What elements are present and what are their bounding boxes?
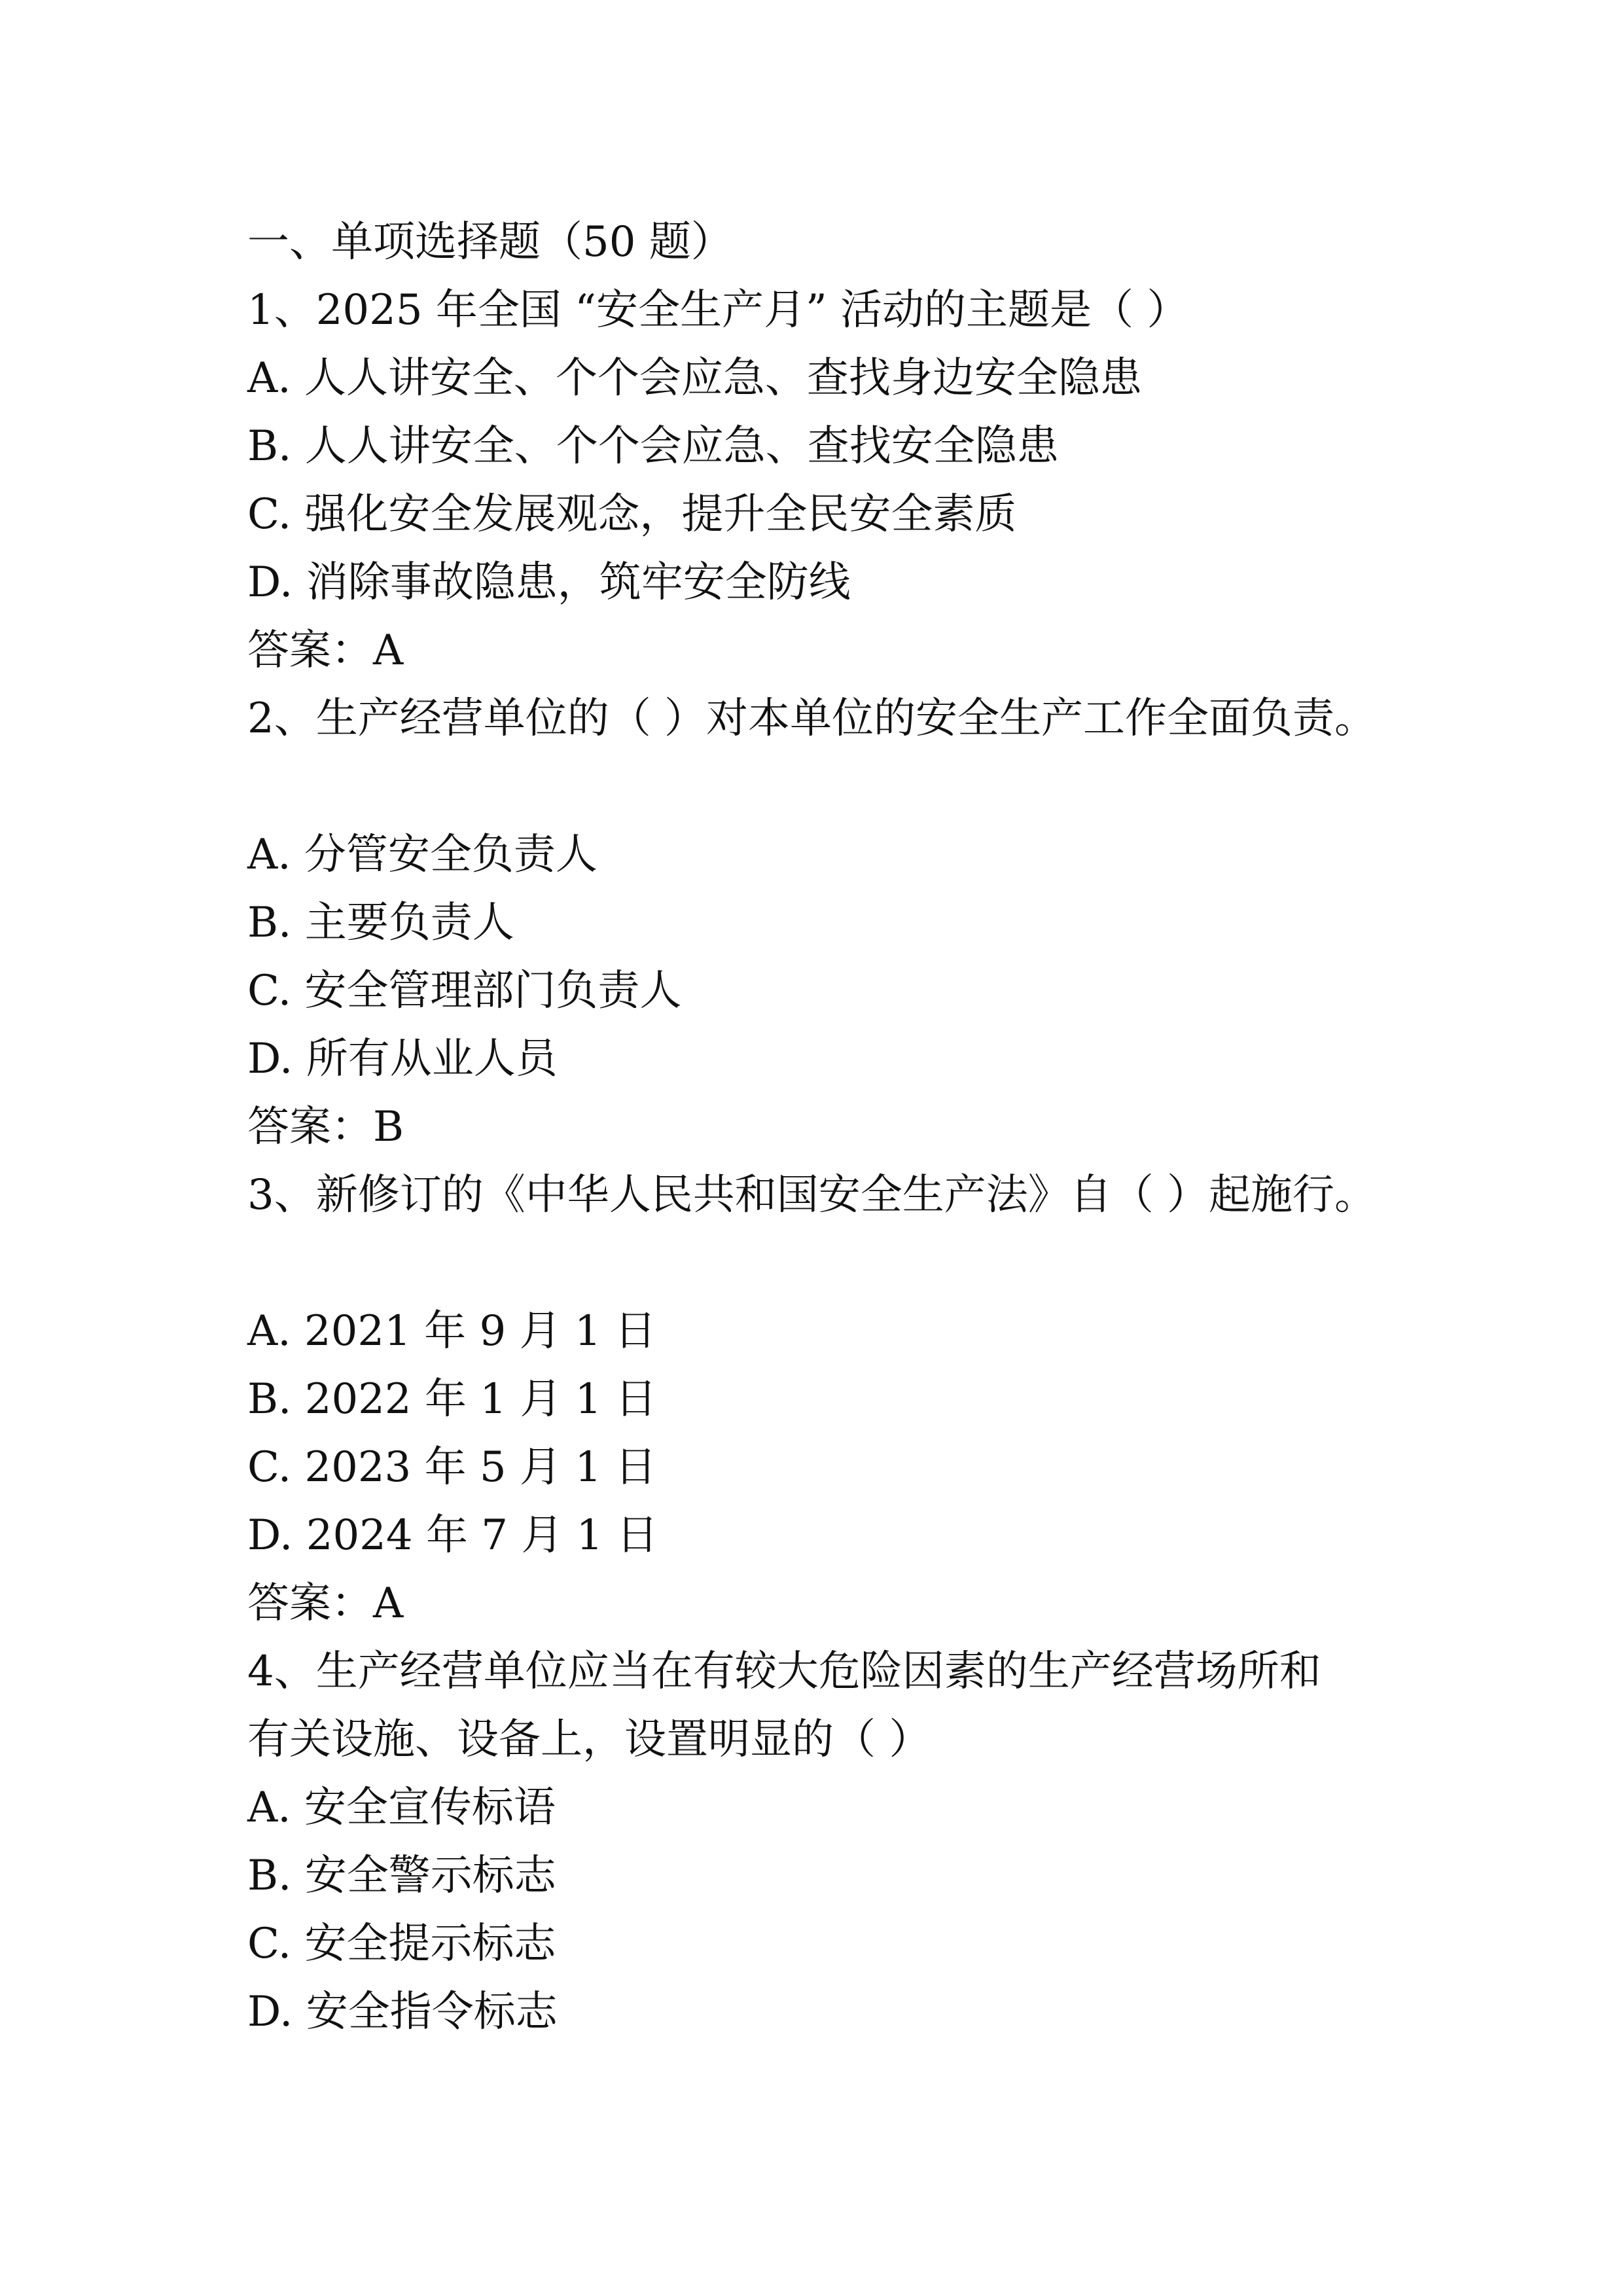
question-stem-line-1: 4、生产经营单位应当在有较大危险因素的生产经营场所和 — [247, 1647, 1321, 1696]
blank-line — [247, 1229, 1445, 1297]
answer: 答案：A — [247, 626, 404, 675]
option-d: D. 安全指令标志 — [247, 1988, 558, 2036]
answer: 答案：A — [247, 1579, 404, 1628]
option-d: D. 2024 年 7 月 1 日 — [247, 1511, 658, 1560]
question-stem: 1、2025 年全国 “安全生产月” 活动的主题是（ ） — [247, 286, 1189, 334]
option-d: D. 所有从业人员 — [247, 1035, 558, 1083]
question-stem-line-2: 有关设施、设备上，设置明显的（ ） — [247, 1715, 931, 1764]
option-a: A. 人人讲安全、个个会应急、查找身边安全隐患 — [247, 354, 1142, 403]
option-c: C. 强化安全发展观念，提升全民安全素质 — [247, 490, 1017, 539]
section-title: 一、单项选择题（50 题） — [247, 218, 733, 266]
question-4 — [247, 1638, 1445, 2046]
question-stem: 3、新修订的《中华人民共和国安全生产法》自（ ）起施行。 — [247, 1171, 1377, 1219]
option-b: B. 2022 年 1 月 1 日 — [247, 1375, 657, 1424]
option-b: B. 主要负责人 — [247, 899, 514, 947]
option-d: D. 消除事故隐患，筑牢安全防线 — [247, 558, 851, 607]
option-b: B. 安全警示标志 — [247, 1852, 556, 1900]
option-c: C. 安全管理部门负责人 — [247, 967, 682, 1015]
option-c: C. 2023 年 5 月 1 日 — [247, 1443, 657, 1492]
option-c: C. 安全提示标志 — [247, 1920, 556, 1968]
option-b: B. 人人讲安全、个个会应急、查找安全隐患 — [247, 422, 1059, 471]
question-3 — [247, 1161, 1445, 1638]
document-page — [247, 208, 1445, 2046]
option-a: A. 安全宣传标语 — [247, 1784, 556, 1832]
option-a: A. 分管安全负责人 — [247, 831, 597, 879]
option-a: A. 2021 年 9 月 1 日 — [247, 1307, 656, 1355]
question-stem: 2、生产经营单位的（ ）对本单位的安全生产工作全面负责。 — [247, 694, 1377, 743]
answer: 答案：B — [247, 1103, 404, 1151]
question-2 — [247, 685, 1445, 1161]
blank-line — [247, 753, 1445, 821]
question-1 — [247, 276, 1445, 685]
